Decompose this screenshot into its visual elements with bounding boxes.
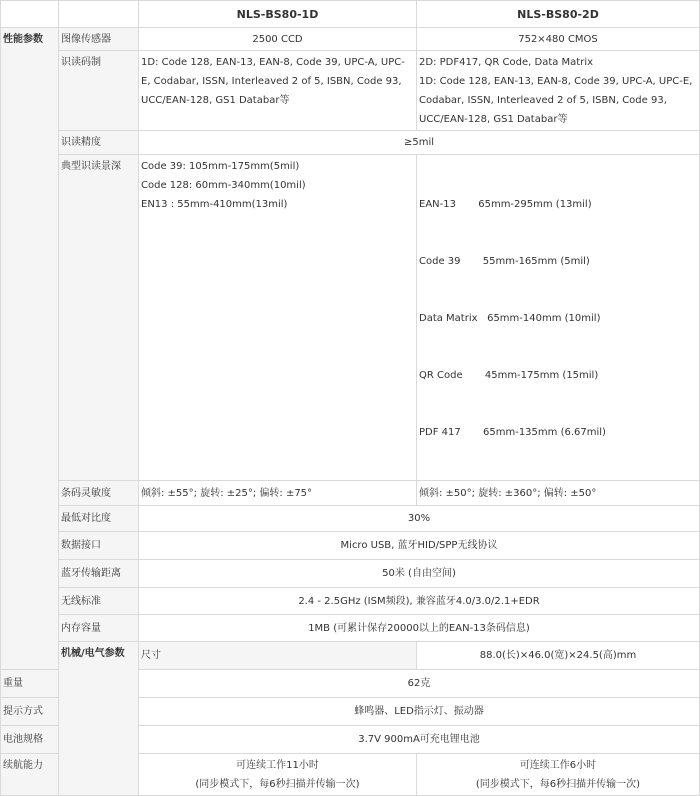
- row-label: 续航能力: [1, 754, 59, 796]
- value-shared: 3.7V 900mA可充电锂电池: [139, 726, 700, 754]
- depth-line: Code 128: 60mm-340mm(10mil): [141, 180, 306, 191]
- row-bt-distance: [1, 560, 700, 588]
- model-a-header: NLS-BS80-1D: [139, 1, 417, 28]
- row-label: 最低对比度: [59, 506, 139, 532]
- value-shared: Micro USB, 蓝牙HID/SPP无线协议: [139, 532, 700, 560]
- corner-cell: [59, 1, 139, 28]
- value-shared: 蜂鸣器、LED指示灯、振动器: [139, 698, 700, 726]
- row-label: 重量: [1, 670, 59, 698]
- category-mechanical: 机械/电气参数: [59, 642, 139, 796]
- value-shared: ≥5mil: [139, 131, 700, 155]
- row-contrast: [1, 506, 700, 532]
- row-label: 尺寸: [139, 642, 417, 670]
- category-performance: 性能参数: [1, 28, 59, 670]
- value-b: [417, 155, 700, 481]
- row-sensitivity: [1, 481, 700, 506]
- model-b-header: NLS-BS80-2D: [417, 1, 700, 28]
- value-a: [139, 155, 417, 481]
- row-label: 典型识读景深: [59, 155, 139, 481]
- value-shared: 88.0(长)×46.0(宽)×24.5(高)mm: [417, 642, 700, 670]
- depth-line: Code 39: 105mm-175mm(5mil): [141, 161, 300, 172]
- row-memory: [1, 615, 700, 642]
- row-label: 内存容量: [59, 615, 139, 642]
- row-precision: [1, 131, 700, 155]
- value-a: [139, 754, 417, 796]
- value-shared: 2.4 - 2.5GHz (ISM频段), 兼容蓝牙4.0/3.0/2.1+EDR: [139, 588, 700, 615]
- symbology-2d: 2D: PDF417, QR Code, Data Matrix: [419, 57, 594, 68]
- depth-line: Code 39 55mm-165mm (5mil): [419, 256, 590, 267]
- value-b: 倾斜: ±50°; 旋转: ±360°; 偏转: ±50°: [417, 481, 700, 506]
- row-label: 蓝牙传输距离: [59, 560, 139, 588]
- value-shared: 50米 (自由空间): [139, 560, 700, 588]
- depth-line: PDF 417 65mm-135mm (6.67mil): [419, 427, 606, 438]
- depth-line: QR Code 45mm-175mm (15mil): [419, 370, 599, 381]
- value-a: 1D: Code 128, EAN-13, EAN-8, Code 39, UPC-A, UPC-E, Codabar, ISSN, Interleaved 2 of 5, ISBN, Code 93, UCC/EAN-128, GS1 Databar等: [139, 51, 417, 131]
- row-depth: [1, 155, 700, 481]
- value-shared: 1MB (可累计保存20000以上的EAN-13条码信息): [139, 615, 700, 642]
- header-row: [1, 1, 700, 28]
- value-b: [417, 51, 700, 131]
- symbology-1d: 1D: Code 128, EAN-13, EAN-8, Code 39, UPC-A, UPC-E, Codabar, ISSN, Interleaved 2 of 5, ISBN, Code 93, UCC/EAN-128, GS1 Databar等: [419, 76, 693, 125]
- value-b: [417, 754, 700, 796]
- row-dimensions: [1, 642, 700, 670]
- depth-line: Data Matrix 65mm-140mm (10mil): [419, 313, 601, 324]
- row-sensor: [1, 28, 700, 51]
- endurance-hours: 可连续工作6小时: [519, 759, 597, 771]
- value-a: 2500 CCD: [139, 28, 417, 51]
- endurance-note: (同步模式下，每6秒扫描并传输一次): [475, 778, 641, 790]
- value-b: 752×480 CMOS: [417, 28, 700, 51]
- row-label: 无线标准: [59, 588, 139, 615]
- depth-line: EN13 : 55mm-410mm(13mil): [141, 199, 288, 210]
- row-wireless: [1, 588, 700, 615]
- row-label: 图像传感器: [59, 28, 139, 51]
- row-symbology: [1, 51, 700, 131]
- depth-line: EAN-13 65mm-295mm (13mil): [419, 199, 592, 210]
- row-label: 提示方式: [1, 698, 59, 726]
- value-a: 倾斜: ±55°; 旋转: ±25°; 偏转: ±75°: [139, 481, 417, 506]
- row-label: 识读码制: [59, 51, 139, 131]
- value-shared: 30%: [139, 506, 700, 532]
- row-label: 条码灵敏度: [59, 481, 139, 506]
- row-label: 电池规格: [1, 726, 59, 754]
- endurance-hours: 可连续工作11小时: [236, 759, 319, 771]
- corner-cell: [1, 1, 59, 28]
- row-label: 识读精度: [59, 131, 139, 155]
- row-label: 数据接口: [59, 532, 139, 560]
- row-interface: [1, 532, 700, 560]
- value-shared: 62克: [139, 670, 700, 698]
- endurance-note: (同步模式下，每6秒扫描并传输一次): [195, 778, 360, 790]
